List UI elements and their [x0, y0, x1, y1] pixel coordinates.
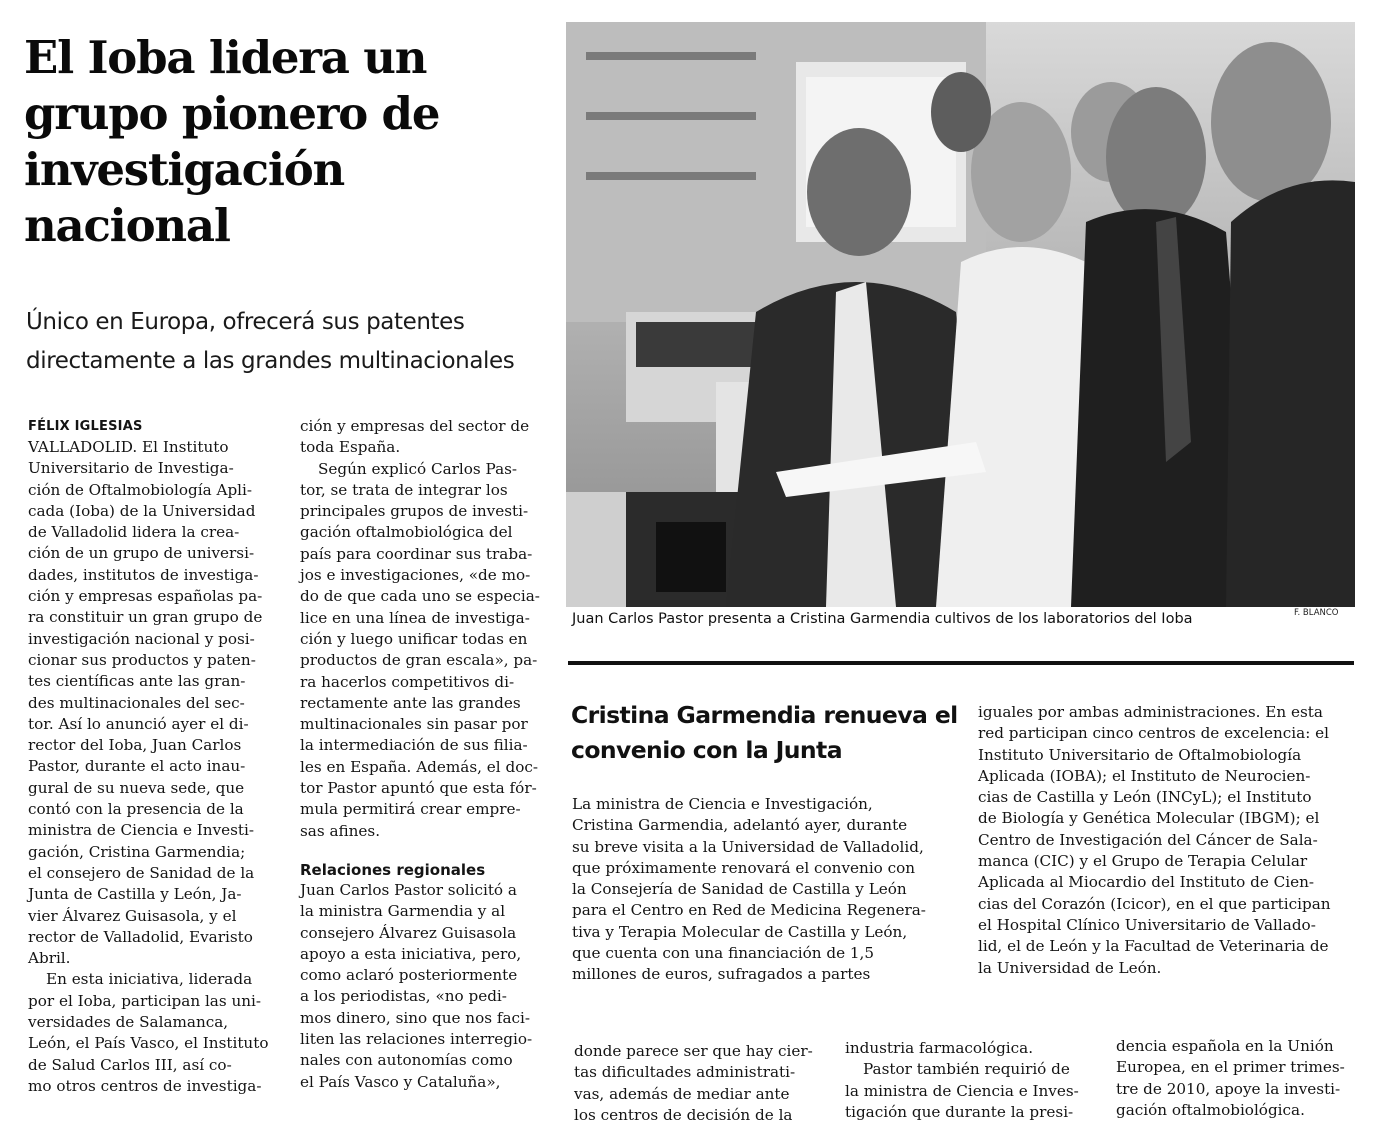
text-line: tor Pastor apuntó que esta fór- [300, 779, 537, 798]
text-line: toda España. [300, 438, 401, 457]
headline-line: nacional [24, 199, 230, 252]
text-line: versidades de Salamanca, [28, 1013, 229, 1032]
bottom-column-2-paragraph-2 [845, 1059, 1089, 1123]
text-line: VALLADOLID. El Instituto [28, 438, 229, 456]
text-line: consejero Álvarez Guisasola [300, 923, 517, 942]
text-line: ción y luego unificar todas en [300, 629, 528, 648]
text-line: que cuenta con una financiación de 1,5 [572, 944, 875, 963]
text-line: rector del Ioba, Juan Carlos [28, 736, 242, 755]
photo-credit: F. BLANCO [1294, 608, 1339, 618]
bottom-column-3-text [1116, 1036, 1360, 1121]
box-column-2 [978, 702, 1354, 979]
column-1-paragraph-2 [28, 969, 272, 1097]
text-line: apoyo a esta iniciativa, pero, [300, 944, 522, 963]
text-line: productos de gran escala», pa- [300, 651, 538, 670]
text-line: donde parece ser que hay cier- [574, 1042, 813, 1060]
text-line: tes científicas ante las gran- [28, 672, 246, 691]
text-line: la ministra Garmendia y al [300, 902, 506, 921]
text-line: Aplicada (IOBA); el Instituto de Neurocien- [978, 766, 1311, 785]
text-line: Centro de Investigación del Cáncer de Sala- [978, 830, 1318, 849]
text-line: lid, el de León y la Facultad de Veterinaria de [978, 937, 1329, 956]
text-line: su breve visita a la Universidad de Valladolid, [572, 837, 924, 856]
text-line: industria farmacológica. [845, 1039, 1034, 1057]
text-line: Juan Carlos Pastor solicitó a [300, 880, 517, 899]
text-line: el Hospital Clínico Universitario de Vallado- [978, 915, 1316, 934]
box-headline [571, 698, 958, 768]
section-heading: Relaciones regionales [300, 860, 486, 879]
text-line: En esta iniciativa, liderada [46, 970, 253, 989]
headline-line: El Ioba lidera un [24, 31, 427, 84]
text-line: cionar sus productos y paten- [28, 650, 256, 669]
text-line: multinacionales sin pasar por [300, 715, 528, 734]
bottom-column-3 [1116, 1036, 1360, 1121]
text-line: Universitario de Investiga- [28, 459, 234, 478]
bottom-column-2 [845, 1038, 1089, 1123]
box-column-2-text [978, 702, 1354, 979]
text-line: tas dificultades administrati- [574, 1063, 796, 1082]
byline: FÉLIX IGLESIAS [28, 419, 143, 434]
text-line: des multinacionales del sec- [28, 693, 245, 712]
box-column-1 [572, 794, 944, 986]
headline-line: investigación [24, 143, 345, 196]
text-line: do de que cada uno se especia- [300, 587, 540, 606]
text-line: Europea, en el primer trimes- [1116, 1058, 1345, 1077]
text-line: nales con autonomías como [300, 1051, 513, 1070]
text-line: ministra de Ciencia e Investi- [28, 821, 255, 840]
text-line: gación, Cristina Garmendia; [28, 842, 246, 861]
box-column-1-text [572, 794, 944, 986]
text-line: de Biología y Genética Molecular (IBGM); el [978, 809, 1320, 828]
text-line: liten las relaciones interregio- [300, 1030, 533, 1049]
text-line: gación oftalmobiológica del [300, 523, 513, 542]
text-line: de Valladolid lidera la crea- [28, 523, 240, 542]
text-line: gación oftalmobiológica. [1116, 1100, 1305, 1119]
text-line: Según explicó Carlos Pas- [318, 459, 518, 478]
bottom-column-1 [574, 1041, 818, 1126]
subheadline-line: Único en Europa, ofrecerá sus patentes [26, 309, 465, 335]
text-line: lice en una línea de investiga- [300, 608, 530, 627]
text-line: contó con la presencia de la [28, 800, 244, 819]
subheadline [26, 303, 566, 381]
text-line: Instituto Universitario de Oftalmobiología [978, 745, 1302, 764]
text-line: ra hacerlos competitivos di- [300, 672, 515, 691]
article-column-2 [300, 416, 544, 1093]
text-line: rectamente ante las grandes [300, 693, 521, 712]
text-line: mos dinero, sino que nos faci- [300, 1008, 531, 1027]
text-line: de Salud Carlos III, así co- [28, 1055, 232, 1074]
text-line: Abril. [28, 949, 71, 968]
text-line: la Consejería de Sanidad de Castilla y León [572, 880, 907, 899]
text-line: tiva y Terapia Molecular de Castilla y León, [572, 922, 908, 941]
text-line: mula permitirá crear empre- [300, 800, 521, 819]
text-line: cada (Ioba) de la Universidad [28, 501, 256, 520]
text-line: tigación que durante la presi- [845, 1102, 1074, 1121]
text-line: tre de 2010, apoye la investi- [1116, 1079, 1341, 1098]
headline [24, 30, 544, 254]
text-line: el consejero de Sanidad de la [28, 863, 255, 882]
column-2-paragraph-1 [300, 416, 544, 459]
text-line: León, el País Vasco, el Instituto [28, 1034, 269, 1053]
text-line: mo otros centros de investiga- [28, 1076, 262, 1095]
text-line: Pastor, durante el acto inau- [28, 757, 246, 776]
bottom-column-2-paragraph-1 [845, 1038, 1089, 1059]
text-line: tor. Así lo anunció ayer el di- [28, 714, 249, 733]
box-headline-line: convenio con la Junta [571, 736, 842, 764]
text-line: que próximamente renovará el convenio con [572, 858, 916, 877]
box-headline-line: Cristina Garmendia renueva el [571, 701, 958, 729]
subheadline-line: directamente a las grandes multinacionales [26, 348, 515, 374]
text-line: para el Centro en Red de Medicina Regenera- [572, 901, 926, 920]
text-line: cias del Corazón (Icicor), en el que participan [978, 894, 1331, 913]
text-line: tor, se trata de integrar los [300, 480, 508, 499]
text-line: red participan cinco centros de excelencia: el [978, 724, 1329, 743]
text-line: iguales por ambas administraciones. En esta [978, 703, 1323, 721]
column-2-paragraph-3 [300, 880, 544, 1093]
text-line: a los periodistas, «no pedi- [300, 987, 507, 1006]
text-line: por el Ioba, participan las uni- [28, 991, 262, 1010]
column-1-paragraph-1 [28, 437, 272, 969]
box-divider-rule [568, 661, 1354, 665]
text-line: dades, institutos de investiga- [28, 565, 259, 584]
text-line: millones de euros, sufragados a partes [572, 965, 871, 984]
text-line: ción de Oftalmobiología Apli- [28, 480, 253, 499]
text-line: La ministra de Ciencia e Investigación, [572, 795, 873, 813]
text-line: ra constituir un gran grupo de [28, 608, 263, 627]
text-line: Cristina Garmendia, adelantó ayer, durante [572, 816, 908, 835]
text-line: el País Vasco y Cataluña», [300, 1072, 501, 1091]
text-line: como aclaró posteriormente [300, 966, 518, 985]
text-line: Aplicada al Miocardio del Instituto de Cien- [978, 873, 1315, 892]
text-line: cias de Castilla y León (INCyL); el Instituto [978, 788, 1312, 807]
text-line: ción y empresas del sector de [300, 417, 530, 435]
text-line: principales grupos de investi- [300, 502, 529, 521]
photo-caption: Juan Carlos Pastor presenta a Cristina Garmendia cultivos de los laboratorios del Ioba [572, 611, 1193, 627]
text-line: los centros de decisión de la [574, 1105, 793, 1124]
text-line: ción de un grupo de universi- [28, 544, 255, 563]
text-line: dencia española en la Unión [1116, 1037, 1334, 1055]
text-line: Junta de Castilla y León, Ja- [28, 885, 242, 904]
text-line: sas afines. [300, 821, 381, 840]
text-line: jos e investigaciones, «de mo- [300, 566, 531, 585]
text-line: la Universidad de León. [978, 958, 1162, 977]
text-line: vier Álvarez Guisasola, y el [28, 906, 237, 925]
column-2-paragraph-2 [300, 459, 544, 842]
bottom-column-1-text [574, 1041, 818, 1126]
text-line: país para coordinar sus traba- [300, 544, 533, 563]
text-line: la intermediación de sus filia- [300, 736, 528, 755]
text-line: rector de Valladolid, Evaristo [28, 927, 253, 946]
text-line: gural de su nueva sede, que [28, 778, 245, 797]
text-line: investigación nacional y posi- [28, 629, 255, 648]
article-column-1 [28, 416, 272, 1097]
text-line: ción y empresas españolas pa- [28, 587, 263, 606]
news-photo [566, 22, 1355, 607]
text-line: Pastor también requirió de [863, 1060, 1070, 1079]
text-line: la ministra de Ciencia e Inves- [845, 1081, 1079, 1100]
headline-line: grupo pionero de [24, 87, 440, 140]
text-line: manca (CIC) y el Grupo de Terapia Celular [978, 852, 1308, 871]
text-line: les en España. Además, el doc- [300, 757, 538, 776]
text-line: vas, además de mediar ante [574, 1084, 790, 1103]
